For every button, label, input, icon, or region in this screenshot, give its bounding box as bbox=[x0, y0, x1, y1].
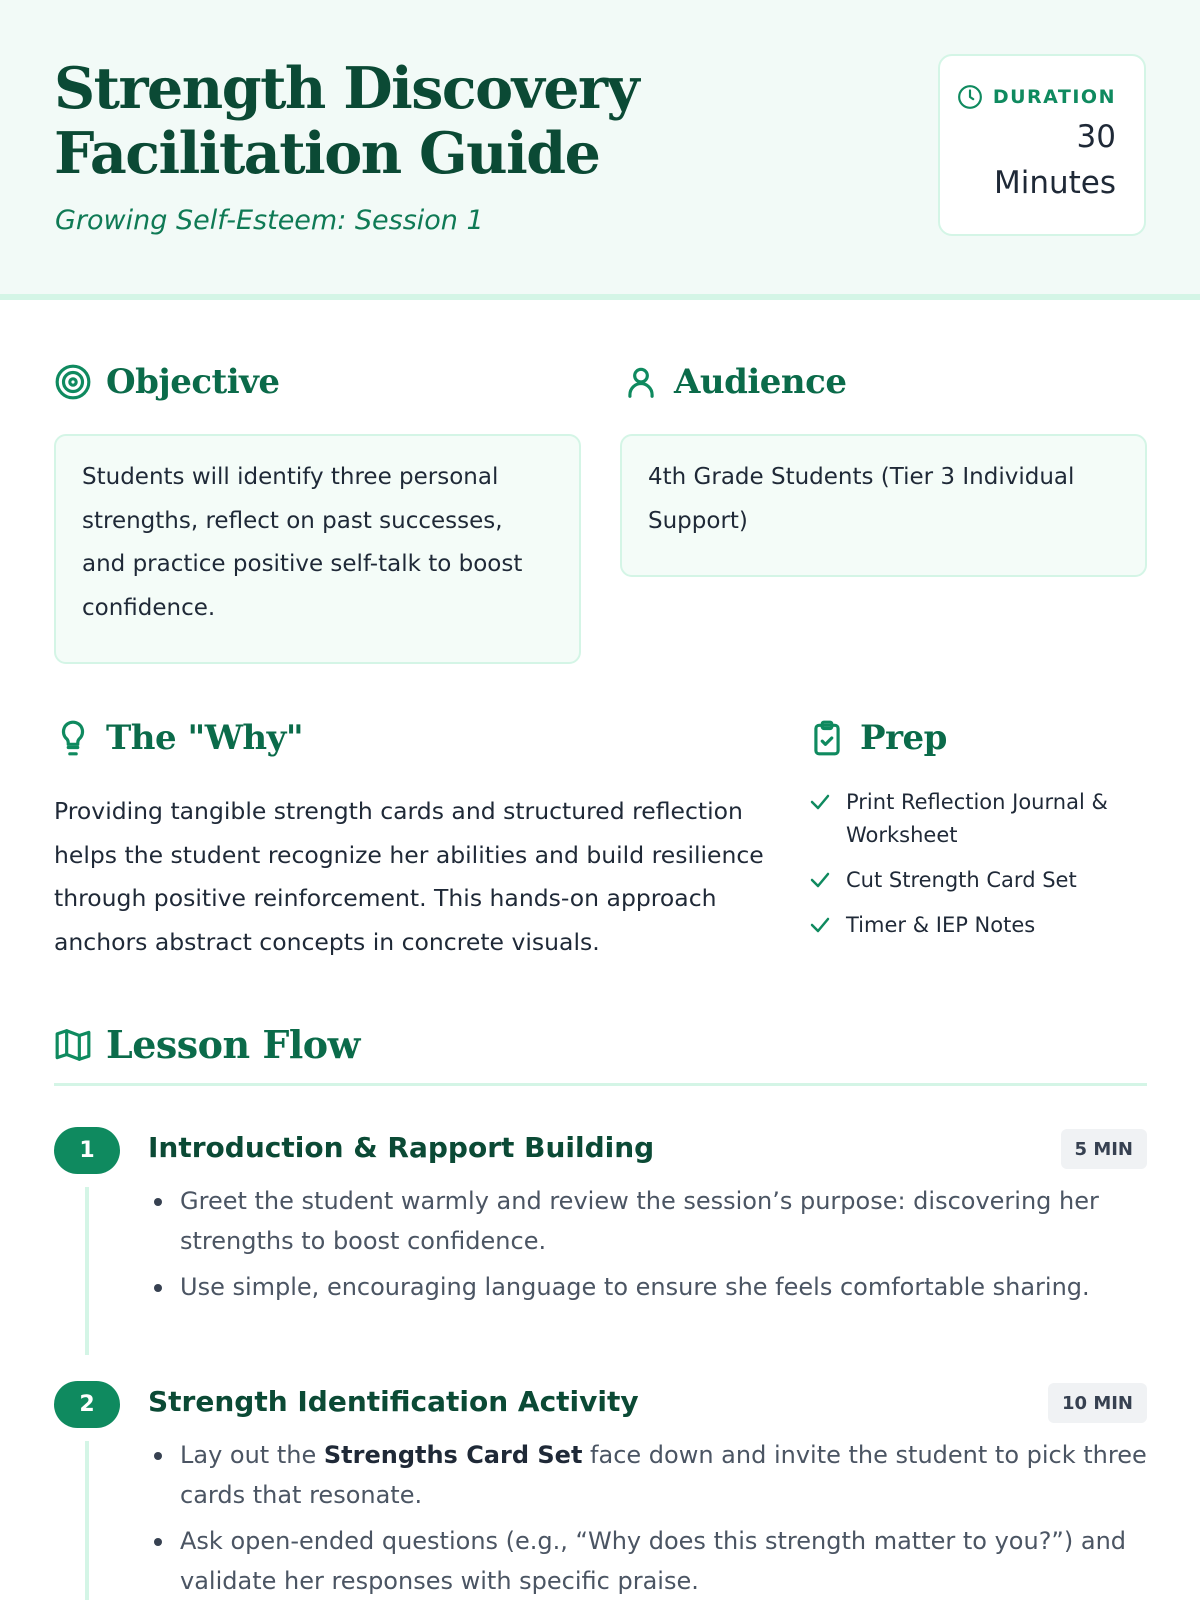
audience-title: Audience bbox=[674, 362, 847, 402]
step-number: 1 bbox=[54, 1127, 120, 1174]
prep-item-label: Cut Strength Card Set bbox=[846, 868, 1077, 892]
step-time-badge: 10 MIN bbox=[1048, 1383, 1147, 1423]
target-icon bbox=[54, 363, 92, 401]
step-bullet-text: face down and invite the student to pick three cards that resonate. bbox=[180, 1441, 1147, 1509]
duration-value bbox=[994, 114, 1116, 206]
prep-title: Prep bbox=[860, 718, 947, 758]
step-bullet: Use simple, encouraging language to ensure she feels comfortable sharing. bbox=[148, 1267, 1148, 1307]
step-title: Introduction & Rapport Building bbox=[148, 1131, 655, 1164]
step-time-badge: 5 MIN bbox=[1061, 1129, 1147, 1169]
lesson-flow-divider bbox=[54, 1083, 1147, 1086]
objective-text: Students will identify three personal strengths, reflect on past successes, and practice positive self-talk to boost confidence. bbox=[82, 464, 523, 621]
step-bullet-bold: Strengths Card Set bbox=[323, 1441, 583, 1469]
step-bullet bbox=[148, 1435, 1148, 1515]
objective-heading bbox=[54, 362, 280, 402]
step-bullets bbox=[148, 1181, 1148, 1313]
why-heading bbox=[54, 718, 303, 758]
lesson-flow-heading bbox=[54, 1022, 360, 1067]
lesson-step bbox=[54, 1127, 1147, 1357]
why-title: The "Why" bbox=[106, 718, 304, 758]
page-subtitle: Growing Self-Esteem: Session 1 bbox=[55, 205, 484, 236]
check-icon bbox=[808, 868, 832, 892]
step-bullet: Ask open-ended questions (e.g., “Why does this strength matter to you?”) and validate her responses with specific praise. bbox=[148, 1521, 1148, 1600]
check-icon bbox=[808, 790, 832, 814]
duration-unit: Minutes bbox=[993, 165, 1116, 201]
prep-item-label: Timer & IEP Notes bbox=[846, 913, 1036, 937]
lesson-step bbox=[54, 1381, 1147, 1600]
duration-label: DURATION bbox=[992, 86, 1116, 108]
prep-item bbox=[808, 864, 1148, 897]
prep-item-label: Print Reflection Journal & Worksheet bbox=[846, 790, 1108, 847]
step-bullet: Greet the student warmly and review the session’s purpose: discovering her strengths to boost confidence. bbox=[148, 1181, 1148, 1261]
page-title: Strength Discovery Facilitation Guide bbox=[54, 55, 639, 187]
objective-box bbox=[54, 434, 581, 664]
why-text: Providing tangible strength cards and structured reflection helps the student recognize her abilities and build resilience through positive reinforcement. This hands-on approach anchors abstract concepts in concrete visuals. bbox=[54, 797, 764, 956]
check-icon bbox=[808, 913, 832, 937]
lesson-flow-title: Lesson Flow bbox=[106, 1022, 360, 1067]
step-number: 2 bbox=[54, 1381, 120, 1428]
step-bullet-text: Lay out the bbox=[180, 1441, 324, 1469]
user-icon bbox=[622, 363, 660, 401]
audience-heading bbox=[622, 362, 846, 402]
duration-number: 30 bbox=[1076, 119, 1116, 155]
objective-title: Objective bbox=[106, 362, 280, 402]
duration-card bbox=[938, 54, 1146, 236]
prep-item bbox=[808, 909, 1148, 942]
audience-box bbox=[620, 434, 1147, 577]
audience-text: 4th Grade Students (Tier 3 Individual Support) bbox=[648, 464, 1075, 534]
prep-item bbox=[808, 786, 1148, 852]
clipboard-check-icon bbox=[808, 719, 846, 757]
prep-heading bbox=[808, 718, 947, 758]
lightbulb-icon bbox=[54, 719, 92, 757]
step-connector bbox=[85, 1441, 89, 1600]
step-connector bbox=[85, 1187, 89, 1355]
map-icon bbox=[54, 1026, 92, 1064]
prep-list bbox=[808, 786, 1148, 954]
header bbox=[0, 0, 1200, 300]
clock-icon bbox=[957, 84, 983, 110]
step-title: Strength Identification Activity bbox=[148, 1385, 639, 1418]
step-bullets bbox=[148, 1435, 1148, 1600]
